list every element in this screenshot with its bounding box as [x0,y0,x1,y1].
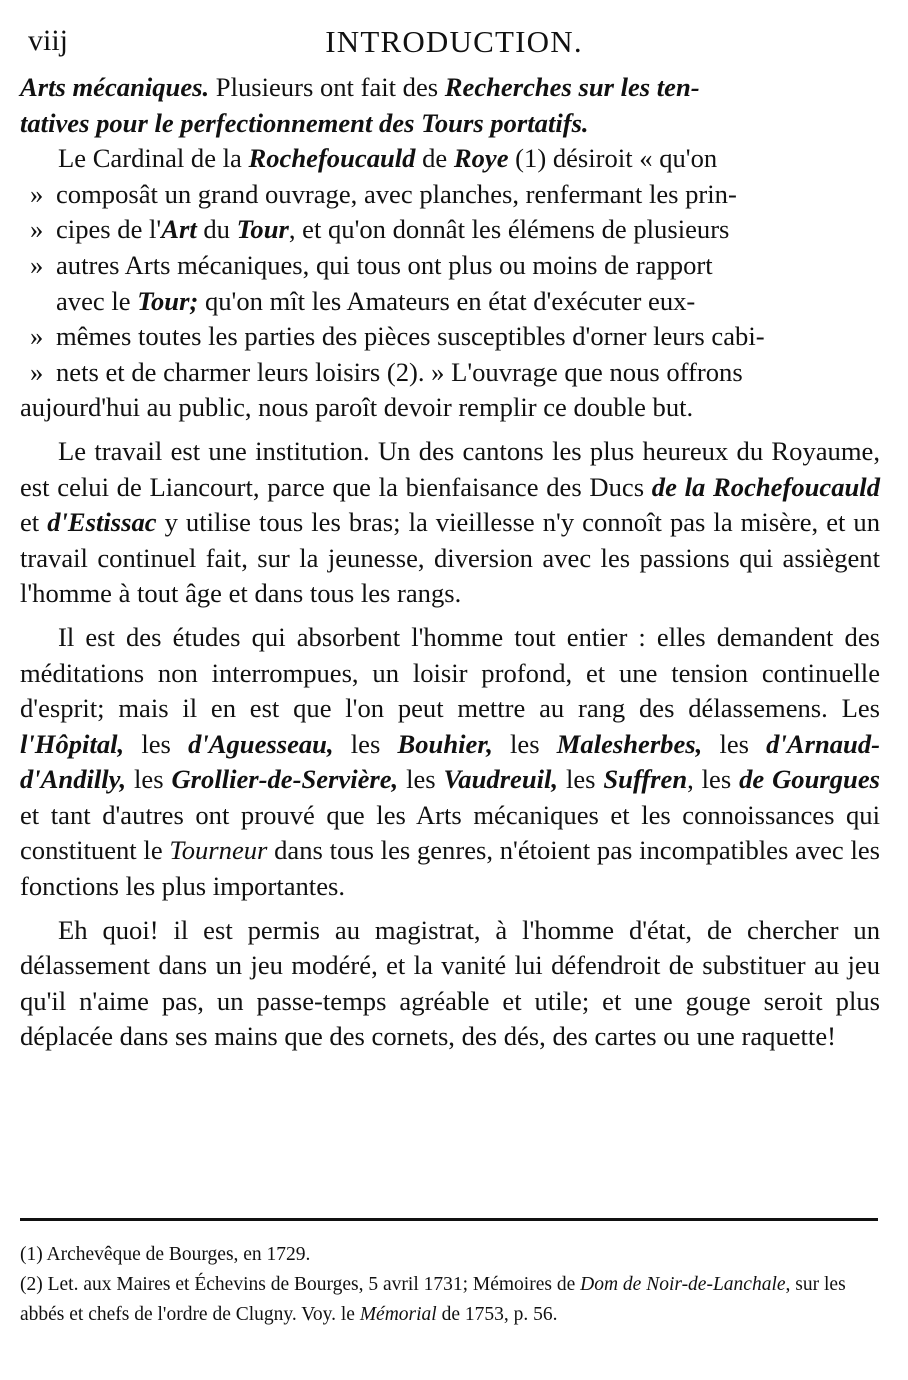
text-span: les [558,764,604,795]
text-span: Recherches sur les ten- [444,72,700,102]
text-span: Roye [453,143,509,174]
footnote-1: (1) Archevêque de Bourges, en 1729. [20,1244,311,1265]
text-span: les [398,764,444,795]
quote-line [20,284,880,320]
text-span: les [702,728,767,759]
page-header [22,16,886,66]
guillemet: » [30,356,44,387]
text-span: (2) Let. aux Maires et Échevins de Bourges, 5 avril 1731; Mémoires de [20,1274,581,1295]
text-span: les [126,764,172,795]
text-span: du [196,214,237,245]
page-number: viij [28,24,69,57]
text-span: Mémorial [359,1304,437,1325]
text-span: les [333,728,398,759]
paragraph-1 [20,70,880,141]
text-span: tatives pour le perfectionnement des Tours portatifs. [20,107,589,138]
text-span: de la Rochefoucauld [651,471,880,502]
paragraph-3 [20,434,880,612]
text-span: cipes de l' [56,214,162,245]
guillemet: » [30,214,44,245]
text-span: Il est des études qui absorbent l'homme tout entier : elles demandent des méditations non interrompues, un loisir profond, et une tension continuelle d'esprit; mais il en est que l'on peut mettre au rang des délassemens. Les [20,621,880,724]
text-span: Art [161,214,197,245]
text-span: Arts mécaniques. [20,72,210,102]
text-span: de Gourgues [739,764,880,795]
main-text [20,70,880,1055]
paragraph-4 [20,620,880,905]
text-span: de 1753, p. 56. [436,1304,558,1325]
text-span: d'Arnaud-d'Andilly, [20,728,880,795]
footnote-rule [20,1218,878,1221]
text-span: dans tous les genres, n'étoient pas incompatibles avec les fonctions les plus importantes. [20,835,880,902]
quote-line [20,248,880,284]
line [20,390,880,426]
text-span: Plusieurs ont fait des [209,72,445,102]
text-span: d'Estissac [47,507,157,538]
paragraph-2 [20,141,880,426]
paragraph-5: Eh quoi! il est permis au magistrat, à l'homme d'état, de chercher un délassement dans un jeu modéré, et la vanité lui défendroit de substituer au jeu qu'il n'aime pas, un passe-temps agréable et utile; et une gouge seroit plus déplacée dans ses mains que des cornets, des dés, des cartes ou une raquette! [20,914,880,1052]
text-span: et [20,507,48,538]
text-span: mêmes toutes les parties des pièces susceptibles d'orner leurs cabi- [56,321,765,352]
text-span: Tourneur [169,835,268,866]
text-span: Dom de Noir-de-Lanchale [580,1274,786,1295]
text-span: (1) désiroit « qu'on [508,143,718,174]
text-span: d'Aguesseau, [188,728,334,759]
text-span: , sur les abbés et chefs de l'ordre de Clugny. Voy. le [20,1274,846,1325]
text-span: Rochefoucauld [248,143,416,174]
text-span: avec le [56,285,138,316]
running-title: INTRODUCTION. [325,24,583,59]
text-span: Malesherbes, [556,728,703,759]
footnotes [20,1240,876,1330]
text-span: Le travail est une institution. Un des cantons les plus heureux du Royaume, est celui de Liancourt, parce que la bienfaisance des Ducs [20,435,880,502]
footnote-2 [20,1270,876,1330]
quote-line [20,319,880,355]
text-span: l'Hôpital, [20,728,125,759]
guillemet: » [30,178,44,209]
text-span: Le Cardinal de la [58,143,249,174]
guillemet: » [30,321,44,352]
text-span: aujourd'hui au public, nous paroît devoir remplir ce double but. [20,392,694,423]
text-span: autres Arts mécaniques, qui tous ont plus ou moins de rapport [56,249,713,280]
text-span: les [124,728,189,759]
text-span: Grollier-de-Servière, [171,764,399,795]
quote-line [20,212,880,248]
text-span: , et qu'on donnât les élémens de plusieurs [288,214,730,245]
text-span: y utilise tous les bras; la vieillesse n'y connoît pas la misère, et un travail continuel fait, sur la jeunesse, diversion avec les passions qui assiègent l'homme à tout âge et dans tous les rangs. [20,507,880,609]
text-span: qu'on mît les Amateurs en état d'exécuter eux- [198,285,696,316]
text-span: Tour [236,214,289,245]
text-span: Vaudreuil, [443,764,559,795]
text-span: nets et de charmer leurs loisirs (2). » L'ouvrage que nous offrons [56,356,743,387]
text-span: et tant d'autres ont prouvé que les Arts mécaniques et les connoissances qui constituent le [20,799,880,866]
text-span: , les [687,764,740,795]
text-span: de [415,143,454,174]
guillemet: » [30,249,44,280]
quote-line [20,355,880,391]
text-span: Tour; [137,285,199,316]
text-span: Suffren [603,764,688,795]
quote-line [20,177,880,213]
line [20,141,880,177]
text-span: Bouhier, [397,728,493,759]
text-span: composât un grand ouvrage, avec planches, renfermant les prin- [56,178,737,209]
text-span: les [492,728,557,759]
